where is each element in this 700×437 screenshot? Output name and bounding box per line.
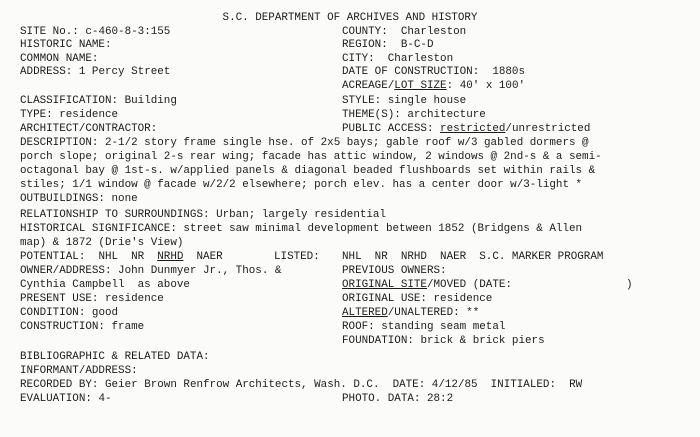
altered-selected: ALTERED xyxy=(342,307,388,319)
address-field xyxy=(20,66,170,79)
initialed-value: RW xyxy=(569,379,583,391)
recorded-by-label: RECORDED BY: xyxy=(20,379,99,391)
evaluation-label: EVALUATION: xyxy=(20,393,92,405)
owner-field xyxy=(20,265,281,278)
acreage-value: 40' x 100' xyxy=(459,80,526,92)
city-field xyxy=(342,53,453,66)
themes-field xyxy=(342,109,486,122)
present-use-field xyxy=(20,293,164,306)
moved-date-close: ) xyxy=(626,279,633,291)
construction-value: frame xyxy=(111,321,145,333)
photo-data-value: 28:2 xyxy=(426,393,454,405)
significance-line-1: HISTORICAL SIGNIFICANCE: street saw minimal development between 1852 (Bridgens & Allen xyxy=(20,223,583,235)
recorded-by-value: Geier Brown Renfrow Architects, Wash. D.C. xyxy=(104,379,380,391)
altered-field xyxy=(342,307,479,320)
public-access-label: PUBLIC ACCESS: xyxy=(342,123,434,135)
roof-label: ROOF: xyxy=(342,321,375,333)
style-field xyxy=(342,95,466,108)
historic-name-label: HISTORIC NAME: xyxy=(20,39,112,51)
architect-label: ARCHITECT/CONTRACTOR: xyxy=(20,123,158,135)
city-value: Charleston xyxy=(387,53,454,65)
construction-date-field xyxy=(342,66,525,79)
listed-label: LISTED: xyxy=(274,251,320,263)
acreage-field xyxy=(342,80,525,93)
type-field xyxy=(20,109,118,122)
region-field xyxy=(342,39,434,52)
themes-label: THEME(S): xyxy=(342,109,401,121)
acreage-colon: : xyxy=(446,80,454,92)
classification-label: CLASSIFICATION: xyxy=(20,95,119,107)
foundation-label: FOUNDATION: xyxy=(342,335,414,347)
evaluation-field xyxy=(20,393,112,406)
potential-options-a: NHL NR xyxy=(98,251,158,263)
style-label: STYLE: xyxy=(342,95,382,107)
site-no-label: SITE No.: xyxy=(20,26,79,38)
original-site-field xyxy=(342,279,512,292)
photo-data-label: PHOTO. DATA: xyxy=(342,393,421,405)
condition-field xyxy=(20,307,118,320)
themes-value: architecture xyxy=(407,109,486,121)
present-use-label: PRESENT USE: xyxy=(20,293,99,305)
public-access-field xyxy=(342,123,590,136)
lot-size-label: LOT SIZE xyxy=(394,80,447,92)
original-use-field xyxy=(342,293,492,306)
type-label: TYPE: xyxy=(20,109,53,121)
condition-value: good xyxy=(91,307,119,319)
owner-line-2: Cynthia Campbell as above xyxy=(20,279,190,291)
date-label: DATE: xyxy=(392,379,426,391)
relationship-value: Urban; largely residential xyxy=(216,209,386,221)
original-site-rest: /MOVED (DATE: xyxy=(426,279,512,291)
architect-field xyxy=(20,123,157,136)
common-name-field xyxy=(20,53,98,66)
construction-label: CONSTRUCTION: xyxy=(20,321,105,333)
recorded-by-field xyxy=(20,379,582,392)
outbuildings-label: OUTBUILDINGS: xyxy=(20,193,105,205)
type-value: residence xyxy=(59,109,119,121)
description-line-3: octagonal bay @ 1st-s. w/applied panels & diagonal beaded flushboards set within rails & xyxy=(20,165,596,177)
relationship-label: RELATIONSHIP TO SURROUNDINGS: xyxy=(20,209,210,221)
county-value: Charleston xyxy=(400,26,467,38)
description-line-2: porch slope; original 2-s rear wing; facade has attic window, 2 windows @ 2nd-s & a semi- xyxy=(20,151,602,163)
style-value: single house xyxy=(387,95,467,107)
construction-date-value: 1880s xyxy=(492,66,526,78)
owner-label: OWNER/ADDRESS: xyxy=(20,265,112,277)
foundation-field xyxy=(342,335,545,348)
form-header: S.C. DEPARTMENT OF ARCHIVES AND HISTORY xyxy=(222,12,478,24)
construction-date-label: DATE OF CONSTRUCTION: xyxy=(342,66,480,78)
outbuildings-value: none xyxy=(111,193,138,205)
classification-field xyxy=(20,95,177,108)
description-line-1: DESCRIPTION: 2-1/2 story frame single hse. of 2x5 bays; gable roof w/3 gabled dormers @ xyxy=(20,137,589,149)
roof-field xyxy=(342,321,505,334)
common-name-label: COMMON NAME: xyxy=(20,53,99,65)
potential-selected: NRHD xyxy=(157,251,184,263)
public-access-selected: restricted xyxy=(440,123,506,135)
region-label: REGION: xyxy=(342,39,388,51)
classification-value: Building xyxy=(124,95,177,107)
bibliographic-label: BIBLIOGRAPHIC & RELATED DATA: xyxy=(20,351,210,363)
outbuildings-field xyxy=(20,193,138,206)
potential-label: POTENTIAL: xyxy=(20,251,86,263)
condition-label: CONDITION: xyxy=(20,307,86,319)
original-site-selected: ORIGINAL SITE xyxy=(342,279,427,291)
address-label: ADDRESS: xyxy=(20,66,73,78)
description-line-4: stiles; 1/1 window @ facade w/2/2 elsewhere; porch elev. has a center door w/3-light * xyxy=(20,179,583,191)
potential-field xyxy=(20,251,223,264)
original-use-value: residence xyxy=(433,293,493,305)
previous-owners-label: PREVIOUS OWNERS: xyxy=(342,265,447,277)
county-label: COUNTY: xyxy=(342,26,388,38)
region-value: B-C-D xyxy=(400,39,434,51)
listed-options: NHL NR NRHD NAER S.C. MARKER PROGRAM xyxy=(342,251,604,263)
foundation-value: brick & brick piers xyxy=(420,335,545,347)
date-value: 4/12/85 xyxy=(431,379,478,391)
county-field xyxy=(342,26,466,39)
public-access-rest: /unrestricted xyxy=(505,123,591,135)
historic-name-field xyxy=(20,39,112,52)
potential-options-b: NAER xyxy=(183,251,223,263)
initialed-label: INITIALED: xyxy=(490,379,556,391)
site-no-field xyxy=(20,26,170,39)
owner-line-1: John Dunmyer Jr., Thos. & xyxy=(118,265,282,277)
roof-value: standing seam metal xyxy=(381,321,506,333)
original-use-label: ORIGINAL USE: xyxy=(342,293,427,305)
relationship-field xyxy=(20,209,386,222)
acreage-label: ACREAGE/ xyxy=(342,80,395,92)
city-label: CITY: xyxy=(342,53,375,65)
photo-data-field xyxy=(342,393,453,406)
present-use-value: residence xyxy=(104,293,164,305)
evaluation-value: 4- xyxy=(98,393,112,405)
construction-field xyxy=(20,321,144,334)
address-value: 1 Percy Street xyxy=(78,66,171,78)
significance-line-2: map) & 1872 (Drie's View) xyxy=(20,237,184,249)
informant-label: INFORMANT/ADDRESS: xyxy=(20,365,138,377)
site-no-value: c-460-8-3:155 xyxy=(85,26,171,38)
altered-rest: /UNALTERED: ** xyxy=(387,307,480,319)
